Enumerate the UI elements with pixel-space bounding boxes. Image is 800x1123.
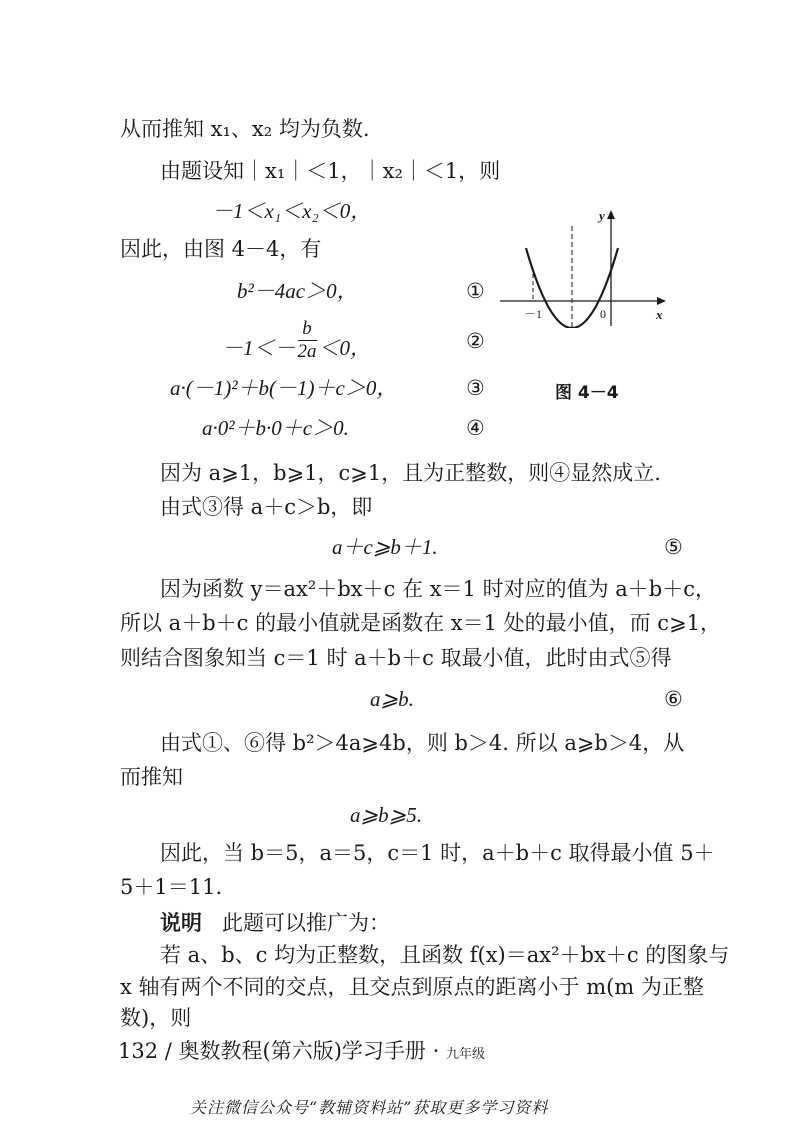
equation-3: a·(－1)²＋b(－1)＋c＞0，: [170, 376, 398, 400]
page-number: 132: [118, 1039, 159, 1063]
eq-number-2: ②: [466, 329, 485, 353]
axis-label-y: y: [599, 208, 605, 223]
x-axis-arrow: [657, 297, 666, 305]
paragraph-9b: x 轴有两个不同的交点，且交点到原点的距离小于 m(m 为正整: [120, 975, 704, 999]
note-text: 此题可以推广为：: [222, 911, 391, 935]
eq-number-5: ⑤: [664, 535, 683, 559]
parabola-graph: [500, 208, 672, 328]
equation-7: a⩾b⩾5.: [350, 803, 422, 827]
paragraph-1: 从而推知 x₁、x₂ 均为负数.: [120, 117, 370, 141]
fraction-denominator: 2a: [297, 341, 317, 362]
paragraph-2: 由题设知｜x₁｜＜1，｜x₂｜＜1，则: [160, 159, 501, 183]
paragraph-3: 因此，由图 4－4，有: [120, 237, 322, 261]
paragraph-9a: 若 a、b、c 均为正整数，且函数 f(x)＝ax²＋bx＋c 的图象与: [160, 943, 730, 967]
equation-0: －1＜x₁＜x₂＜0，: [212, 199, 372, 223]
paragraph-9c: 数)，则: [120, 1006, 192, 1030]
equation-1: b²－4ac＞0，: [237, 279, 358, 303]
figure-parabola: [500, 208, 672, 328]
y-axis-arrow: [607, 210, 615, 219]
paragraph-4: 因为 a⩾1，b⩾1，c⩾1，且为正整数，则④显然成立.: [160, 461, 661, 485]
eq-number-6: ⑥: [664, 687, 683, 711]
paragraph-8b: 5＋1＝11.: [120, 875, 223, 899]
paragraph-6c: 则结合图象知当 c＝1 时 a＋b＋c 取最小值，此时由式⑤得: [120, 646, 672, 670]
paragraph-6a: 因为函数 y＝ax²＋bx＋c 在 x＝1 时对应的值为 a＋b＋c，: [160, 577, 716, 601]
figure-caption: 图 4－4: [555, 383, 619, 403]
page-footer: [118, 1036, 485, 1070]
paragraph-6b: 所以 a＋b＋c 的最小值就是函数在 x＝1 处的最小值，而 c⩾1，: [120, 611, 722, 635]
equation-4: a·0²＋b·0＋c＞0.: [202, 416, 349, 440]
tick-label-zero: 0: [600, 307, 606, 321]
fraction-numerator: b: [298, 318, 317, 341]
paragraph-7b: 而推知: [120, 765, 183, 789]
note-label: 说明: [160, 910, 202, 935]
book-title: / 奥数教程(第六版)学习手册 ·: [164, 1039, 440, 1063]
note-line: [160, 908, 390, 938]
eq-number-3: ③: [466, 376, 485, 400]
paragraph-8a: 因此，当 b＝5，a＝5，c＝1 时，a＋b＋c 取得最小值 5＋: [160, 841, 715, 865]
eq-number-1: ①: [466, 279, 485, 303]
equation-2: －1＜－ $\frac{b}{2a}$ ＜0，: [222, 318, 371, 362]
eq-number-4: ④: [466, 416, 485, 440]
paragraph-7a: 由式①、⑥得 b²＞4a⩾4b，则 b＞4. 所以 a⩾b＞4，从: [160, 731, 685, 755]
tick-label-neg1: －1: [524, 307, 543, 321]
paragraph-5: 由式③得 a＋c＞b，即: [160, 495, 373, 519]
equation-6: a⩾b.: [370, 687, 414, 711]
grade-label: 九年级: [445, 1047, 485, 1062]
axis-label-x: x: [656, 307, 663, 322]
equation-5: a＋c⩾b＋1.: [332, 535, 438, 559]
watermark-text: 关注微信公众号“教辅资料站”获取更多学习资料: [190, 1098, 549, 1117]
